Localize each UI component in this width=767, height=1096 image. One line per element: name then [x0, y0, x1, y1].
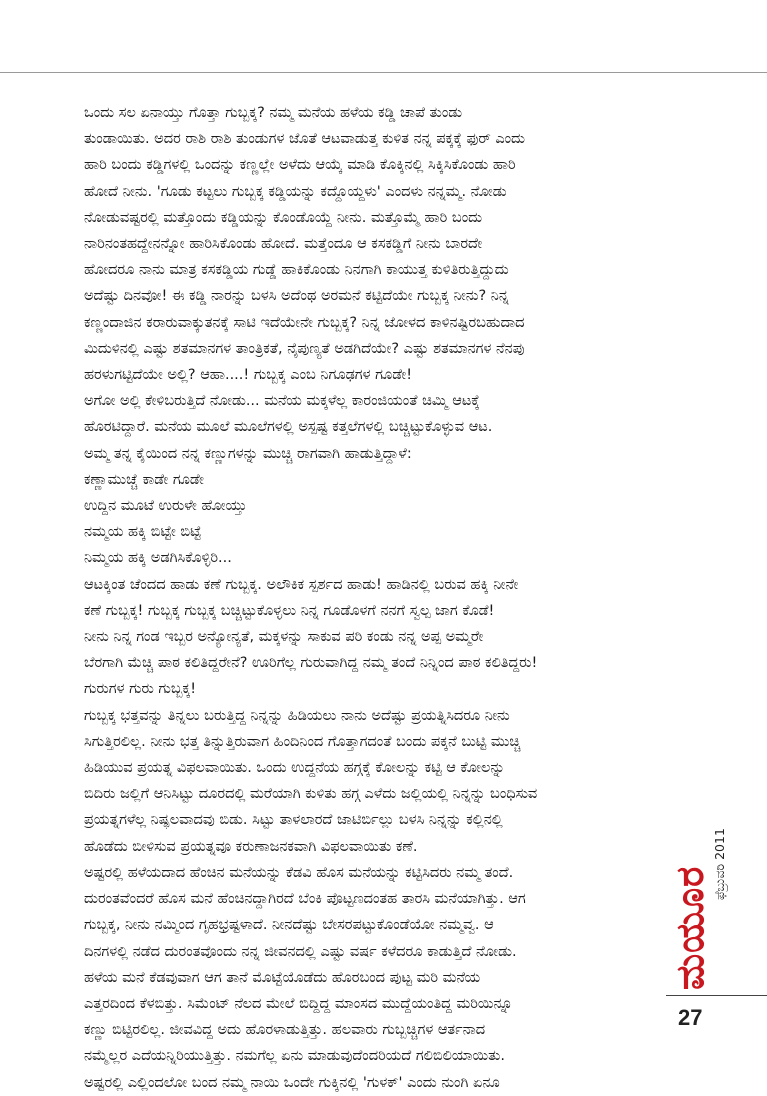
text-line: ಹೋದರೂ ನಾನು ಮಾತ್ರ ಕಸಕಡ್ಡಿಯ ಗುಡ್ಡೆ ಹಾಕಿಕೊಂಡು ನಿನಗಾಗಿ ಕಾಯುತ್ತ ಕುಳಿತಿರುತ್ತಿದ್ದುದು	[84, 262, 509, 279]
text-line: ಸಿಗುತ್ತಿರಲಿಲ್ಲ. ನೀನು ಭತ್ತ ತಿನ್ನುತ್ತಿರುವಾಗ ಹಿಂದಿನಿಂದ ಗೊತ್ತಾಗದಂತೆ ಬಂದು ಪಕ್ಕನೆ ಬುಟ್ಟಿ ಮುಚ್ಚಿ	[84, 733, 521, 750]
text-line: ಹಳೆಯ ಮನೆ ಕೆಡವುವಾಗ ಆಗ ತಾನೆ ಮೊಟ್ಟೆಯೊಡೆದು ಹೊರಬಂದ ಪುಟ್ಟ ಮರಿ ಮನೆಯ	[84, 969, 481, 986]
text-line: ಹರಳುಗಟ್ಟಿದೆಯೇ ಅಲ್ಲಿ? ಆಹಾ....! ಗುಬ್ಬಕ್ಕ ಎಂಬ ನಿಗೂಢಗಳ ಗೂಡೇ!	[84, 367, 413, 384]
text-line: ಆಟಕ್ಕಿಂತ ಚೆಂದದ ಹಾಡು ಕಣೆ ಗುಬ್ಬಕ್ಕ. ಅಲೌಕಿಕ ಸ್ಪರ್ಶದ ಹಾಡು! ಹಾಡಿನಲ್ಲಿ ಬರುವ ಹಕ್ಕಿ ನೀನೇ	[84, 576, 519, 593]
text-line: ಮಿದುಳಿನಲ್ಲಿ ಎಷ್ಟು ಶತಮಾನಗಳ ತಾಂತ್ರಿಕತೆ, ನೈಪುಣ್ಯತೆ ಅಡಗಿದೆಯೇ? ಎಷ್ಟು ಶತಮಾನಗಳ ನೆನಪು	[84, 340, 525, 357]
text-line: ಹಿಡಿಯುವ ಪ್ರಯತ್ನ ವಿಫಲವಾಯಿತು. ಒಂದು ಉದ್ದನೆಯ ಹಗ್ಗಕ್ಕೆ ಕೋಲನ್ನು ಕಟ್ಟಿ ಆ ಕೋಲನ್ನು	[84, 760, 505, 777]
verse-line: ಕಣ್ಣಾಮುಚ್ಚೆ ಕಾಡೇ ಗೂಡೇ	[84, 471, 204, 488]
text-line: ಕಣೆ ಗುಬ್ಬಕ್ಕ! ಗುಬ್ಬಕ್ಕ ಗುಬ್ಬಕ್ಕ ಬಚ್ಚಿಟ್ಟುಕೊಳ್ಳಲು ನಿನ್ನ ಗೂಡೊಳಗೆ ನನಗೆ ಸ್ವಲ್ಪ ಜಾಗ ಕೊಡೆ!	[84, 602, 495, 619]
paragraph	[60, 388, 656, 440]
text-line: ಗುಬ್ಬಕ್ಕ ಭತ್ತವನ್ನು ತಿನ್ನಲು ಬರುತ್ತಿದ್ದ ನಿನ್ನನ್ನು ಹಿಡಿಯಲು ನಾನು ಅದೆಷ್ಟು ಪ್ರಯತ್ನಿಸಿದರೂ ನೀನು	[84, 707, 510, 724]
text-line: ಅಷ್ಟರಲ್ಲಿ ಎಲ್ಲಿಂದಲೋ ಬಂದ ನಮ್ಮ ನಾಯಿ ಒಂದೇ ಗುಕ್ಕಿನಲ್ಲಿ 'ಗುಳಕ್' ಎಂದು ನುಂಗಿ ಏನೂ	[84, 1074, 500, 1091]
text-line: ಪ್ರಯತ್ನಗಳೆಲ್ಲ ನಿಷ್ಫಲವಾದವು ಬಿಡು. ಸಿಟ್ಟು ತಾಳಲಾರದೆ ಜಾಟಿರ್ಬಿಲ್ಲು ಬಳಸಿ ನಿನ್ನನ್ನು ಕಲ್ಲಿನಲ್ಲಿ	[84, 812, 503, 829]
text-line: ಹೊರಟಿದ್ದಾರೆ. ಮನೆಯ ಮೂಲೆ ಮೂಲೆಗಳಲ್ಲಿ ಅಸ್ಪಷ್ಟ ಕತ್ತಲೆಗಳಲ್ಲಿ ಬಚ್ಚಿಟ್ಟುಕೊಳ್ಳುವ ಆಟ.	[84, 419, 493, 436]
text-line: ಎತ್ತರದಿಂದ ಕೆಳಬಿತ್ತು. ಸಿಮೆಂಟ್ ನೆಲದ ಮೇಲೆ ಬಿದ್ದಿದ್ದ ಮಾಂಸದ ಮುದ್ದೆಯಂತಿದ್ದ ಮರಿಯಿನ್ನೂ	[84, 995, 513, 1012]
paragraph	[60, 100, 656, 388]
paragraph	[60, 703, 656, 860]
paragraph	[60, 572, 656, 624]
text-line: ಗುರುಗಳ ಗುರು ಗುಬ್ಬಕ್ಕ!	[84, 681, 197, 698]
text-line: ಅಮ್ಮ ತನ್ನ ಕೈಯಿಂದ ನನ್ನ ಕಣ್ಣುಗಳನ್ನು ಮುಚ್ಚಿ ರಾಗವಾಗಿ ಹಾಡುತ್ತಿದ್ದಾಳೆ:	[84, 445, 412, 462]
verse-line: ಉದ್ದಿನ ಮೂಟೆ ಉರುಳೇ ಹೋಯ್ತು	[84, 498, 247, 515]
magazine-logo: ಮಯೂರ	[668, 865, 712, 990]
text-line: ಬೆರಗಾಗಿ ಮೆಚ್ಚಿ ಪಾಠ ಕಲಿತಿದ್ದರೇನೆ? ಊರಿಗೆಲ್ಲ ಗುರುವಾಗಿದ್ದ ನಮ್ಮ ತಂದೆ ನಿನ್ನಿಂದ ಪಾಠ ಕಲಿತಿದ್ದರು!	[84, 655, 538, 672]
text-line: ಅದೆಷ್ಟು ದಿನವೋ! ಈ ಕಡ್ಡಿ ನಾರನ್ನು ಬಳಸಿ ಅದೆಂಥ ಅರಮನೆ ಕಟ್ಟಿದೆಯೇ ಗುಬ್ಬಕ್ಕ ನೀನು? ನಿನ್ನ	[84, 288, 509, 305]
text-line: ಅಷ್ಟರಲ್ಲಿ ಹಳೆಯದಾದ ಹೆಂಚಿನ ಮನೆಯನ್ನು ಕೆಡವಿ ಹೊಸ ಮನೆಯನ್ನು ಕಟ್ಟಿಸಿದರು ನಮ್ಮ ತಂದೆ.	[84, 864, 514, 881]
article-paragraphs	[60, 100, 656, 467]
text-line: ಗುಬ್ಬಕ್ಕ, ನೀನು ನಮ್ಮಿಂದ ಗೃಹಭ್ರಷ್ಟಳಾದೆ. ನೀನದೆಷ್ಟು ಬೇಸರಪಟ್ಟುಕೊಂಡೆಯೋ ನಮ್ಮವ್ವ. ಆ	[84, 917, 494, 934]
text-line: ನೋಡುವಷ್ಟರಲ್ಲಿ ಮತ್ತೊಂದು ಕಡ್ಡಿಯನ್ನು ಕೊಂಡೊಯ್ದೆ ನೀನು. ಮತ್ತೊಮ್ಮೆ ಹಾರಿ ಬಂದು	[84, 209, 483, 226]
verse-line: ನಮ್ಮಯ ಹಕ್ಕಿ ಬಿಟ್ಟೇ ಬಿಟ್ಟೆ	[84, 524, 202, 541]
text-line: ಕಣ್ಣಂದಾಜಿನ ಕರಾರುವಾಕ್ಕುತನಕ್ಕೆ ಸಾಟಿ ಇದೆಯೇನೇ ಗುಬ್ಬಕ್ಕ? ನಿನ್ನ ಜೋಳದ ಕಾಳಿನಷ್ಟಿರಬಹುದಾದ	[84, 314, 525, 331]
text-line: ನೀನು ನಿನ್ನ ಗಂಡ ಇಬ್ಬರ ಅನ್ಯೋನ್ಯತೆ, ಮಕ್ಕಳನ್ನು ಸಾಕುವ ಪರಿ ಕಂಡು ನನ್ನ ಅಪ್ಪ ಅಮ್ಮರೇ	[84, 629, 484, 646]
text-line: ದಿನಗಳಲ್ಲಿ ನಡೆದ ದುರಂತವೊಂದು ನನ್ನ ಜೀವನದಲ್ಲಿ ಎಷ್ಟು ವರ್ಷ ಕಳೆದರೂ ಕಾಡುತ್ತಿದೆ ನೋಡು.	[84, 943, 517, 960]
article-paragraphs-continued	[60, 572, 656, 1096]
issue-date: ಫೆಬ್ರುವರಿ 2011	[712, 828, 727, 900]
paragraph	[60, 624, 656, 703]
article-body	[60, 100, 656, 1096]
header-rule	[0, 72, 767, 73]
paragraph	[60, 860, 656, 1096]
text-line: ಕಣ್ಣು ಬಿಟ್ಟಿರಲಿಲ್ಲ. ಜೀವವಿದ್ದ ಅದು ಹೊರಳಾಡುತ್ತಿತ್ತು. ಹಲವಾರು ಗುಬ್ಬಚ್ಚಿಗಳ ಆರ್ತನಾದ	[84, 1022, 486, 1039]
footer-rule	[666, 995, 767, 996]
text-line: ಹೊಡೆದು ಬೀಳಿಸುವ ಪ್ರಯತ್ನವೂ ಕರುಣಾಜನಕವಾಗಿ ವಿಫಲವಾಯಿತು ಕಣೆ.	[84, 838, 418, 855]
text-line: ತುಂಡಾಯಿತು. ಅದರ ರಾಶಿ ರಾಶಿ ತುಂಡುಗಳ ಜೊತೆ ಆಟವಾಡುತ್ತ ಕುಳಿತ ನನ್ನ ಪಕ್ಕಕ್ಕೆ ಫುರ್ ಎಂದು	[84, 131, 526, 148]
text-line: ಒಂದು ಸಲ ಏನಾಯ್ತು ಗೊತ್ತಾ ಗುಬ್ಬಕ್ಕ? ನಮ್ಮ ಮನೆಯ ಹಳೆಯ ಕಡ್ಡಿ ಚಾಪೆ ತುಂಡು	[84, 105, 463, 121]
text-line: ನಾರಿನಂತಹದ್ದೇನನ್ನೋ ಹಾರಿಸಿಕೊಂಡು ಹೋದೆ. ಮತ್ತೆಂದೂ ಆ ಕಸಕಡ್ಡಿಗೆ ನೀನು ಬಾರದೇ	[84, 236, 483, 253]
text-line: ನಮ್ಮೆಲ್ಲರ ಎದೆಯನ್ನಿರಿಯುತ್ತಿತ್ತು. ನಮಗೆಲ್ಲ ಏನು ಮಾಡುವುದೆಂದರಿಯದೆ ಗಲಿಬಿಲಿಯಾಯಿತು.	[84, 1048, 506, 1065]
page-number: 27	[678, 1005, 703, 1030]
text-line: ಹಾರಿ ಬಂದು ಕಡ್ಡಿಗಳಲ್ಲಿ ಒಂದನ್ನು ಕಣ್ಣಲ್ಲೇ ಅಳೆದು ಆಯ್ಕೆ ಮಾಡಿ ಕೊಕ್ಕಿನಲ್ಲಿ ಸಿಕ್ಕಿಸಿಕೊಂಡು ಹಾರಿ	[84, 157, 516, 174]
song-verse	[60, 467, 656, 572]
text-line: ಹೋದೆ ನೀನು. 'ಗೂಡು ಕಟ್ಟಲು ಗುಬ್ಬಕ್ಕ ಕಡ್ಡಿಯನ್ನು ಕದ್ದೊಯ್ದಳು' ಎಂದಳು ನನ್ನಮ್ಮ. ನೋಡು	[84, 183, 507, 200]
text-line: ದುರಂತವೆಂದರೆ ಹೊಸ ಮನೆ ಹೆಂಚಿನದ್ದಾಗಿರದೆ ಬೆಂಕಿ ಪೊಟ್ಟಣದಂತಹ ತಾರಸಿ ಮನೆಯಾಗಿತ್ತು. ಆಗ	[84, 891, 526, 908]
verse-line: ನಿಮ್ಮಯ ಹಕ್ಕಿ ಅಡಗಿಸಿಕೊಳ್ಳಿರಿ...	[84, 550, 232, 567]
paragraph	[60, 441, 656, 467]
text-line: ಅಗೋ ಅಲ್ಲಿ ಕೇಳಿಬರುತ್ತಿದೆ ನೋಡು... ಮನೆಯ ಮಕ್ಕಳೆಲ್ಲ ಕಾರಂಜಿಯಂತೆ ಚಿಮ್ಮಿ ಆಟಕ್ಕೆ	[84, 393, 480, 410]
text-line: ಬಿದಿರು ಜಲ್ಲಿಗೆ ಆನಿಸಿಟ್ಟು ದೂರದಲ್ಲಿ ಮರೆಯಾಗಿ ಕುಳಿತು ಹಗ್ಗ ಎಳೆದು ಜಲ್ಲಿಯಲ್ಲಿ ನಿನ್ನನ್ನು ಬಂಧಿಸುವ	[84, 786, 538, 803]
